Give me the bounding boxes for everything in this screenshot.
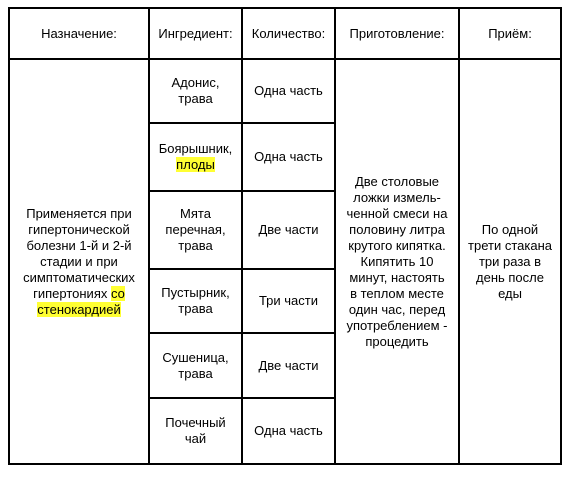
highlighted-text: со (110, 285, 125, 301)
ingredient-cell (149, 59, 242, 123)
ingredient-part: трава (178, 238, 213, 253)
ingredient-cell (149, 191, 242, 269)
preparation-line: в теплом месте (350, 285, 444, 301)
ingredient-name: Сушеница, (162, 349, 229, 365)
purpose-line: болезни 1-й и 2-й (26, 237, 132, 253)
intake-cell (459, 59, 561, 464)
ingredient-name: Почечный (165, 415, 226, 430)
preparation-line: один час, перед (348, 301, 446, 317)
herbal-recipe-table (8, 7, 562, 465)
preparation-line: крутого кипятка. (348, 237, 446, 253)
preparation-line: ченной смеси на (346, 205, 448, 221)
amount-cell: Две части (242, 333, 335, 398)
purpose-line: стадии и при (40, 253, 118, 269)
preparation-line: процедить (365, 333, 429, 349)
ingredient-cell (149, 269, 242, 333)
amount-cell: Две части (242, 191, 335, 269)
preparation-line: половину литра (349, 221, 445, 237)
intake-line: день после (476, 269, 544, 285)
intake-line: трети стакана (468, 237, 552, 253)
ingredient-part: трава (178, 301, 213, 316)
ingredient-name: Мята (180, 206, 211, 221)
header-row (9, 8, 561, 59)
header-amount: Количество: (242, 8, 335, 59)
ingredient-cell (149, 123, 242, 191)
purpose-line: гипертонической (28, 221, 130, 237)
ingredient-name: Пустырник, (161, 285, 230, 300)
preparation-line: Кипятить 10 (360, 253, 434, 269)
purpose-line: Применяется при (26, 205, 132, 221)
header-purpose: Назначение: (9, 8, 149, 59)
amount-cell: Одна часть (242, 59, 335, 123)
ingredient-name: Боярышник, (158, 141, 233, 156)
ingredient-cell (149, 333, 242, 398)
ingredient-part: трава (178, 365, 213, 381)
intake-line: три раза в (478, 253, 542, 269)
header-preparation: Приготовление: (335, 8, 459, 59)
ingredient-part: трава (178, 91, 213, 106)
ingredient-part: чай (184, 431, 207, 446)
amount-cell: Три части (242, 269, 335, 333)
purpose-cell (9, 59, 149, 464)
ingredient-name: Адонис, (171, 75, 220, 90)
highlighted-text: плоды (176, 157, 215, 172)
purpose-line: симптоматических (23, 269, 135, 285)
preparation-line: ложки измель- (353, 189, 441, 205)
ingredient-name: перечная, (165, 222, 226, 237)
amount-cell: Одна часть (242, 123, 335, 191)
amount-cell: Одна часть (242, 398, 335, 464)
header-ingredient: Ингредиент: (149, 8, 242, 59)
table-row (9, 59, 561, 123)
ingredient-cell (149, 398, 242, 464)
preparation-cell (335, 59, 459, 464)
purpose-line: гипертониях (33, 285, 111, 301)
intake-line: По одной (481, 221, 539, 237)
header-intake: Приём: (459, 8, 561, 59)
intake-line: еды (498, 285, 522, 301)
preparation-line: Две столовые (354, 173, 440, 189)
preparation-line: употреблением - (346, 317, 448, 333)
preparation-line: минут, настоять (349, 269, 445, 285)
highlighted-text: стенокардией (37, 301, 121, 317)
